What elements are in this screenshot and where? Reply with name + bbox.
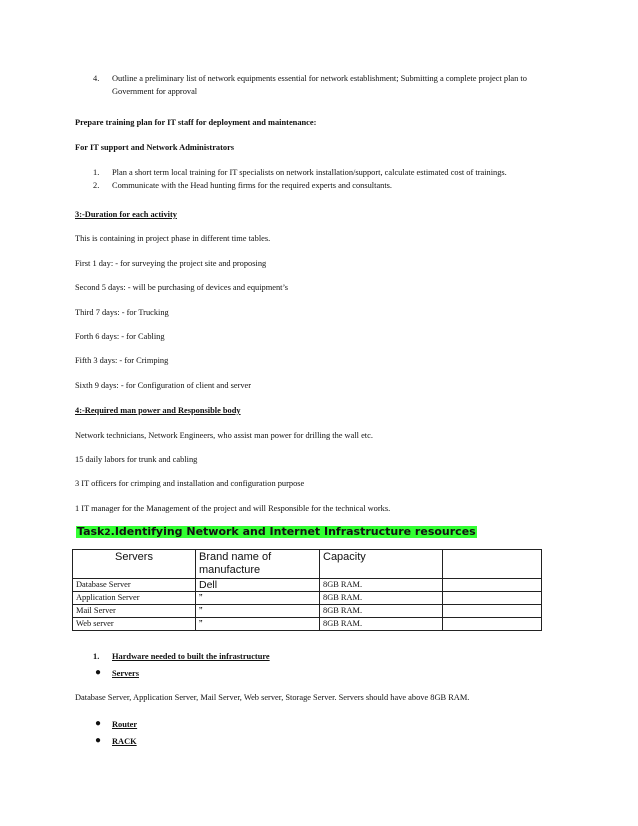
task-title: .Identifying Network and Internet Infrastructure resources (110, 525, 476, 538)
table-row (73, 579, 542, 592)
cell-capacity: 8GB RAM. (320, 592, 443, 605)
list-number: 1. (93, 168, 100, 177)
table-row (73, 605, 542, 618)
task-number: 2 (104, 528, 111, 538)
cell-server: Mail Server (73, 605, 196, 618)
duration-intro: This is containing in project phase in different time tables. (75, 234, 271, 243)
cell-server: Database Server (73, 579, 196, 592)
manpower-line: 15 daily labors for trunk and cabling (75, 455, 198, 464)
bullet-icon: ● (95, 667, 102, 678)
it-support-heading: For IT support and Network Administrators (75, 143, 235, 152)
bullet-icon: ● (95, 735, 102, 746)
cell-capacity: 8GB RAM. (320, 618, 443, 631)
list-item-text: Outline a preliminary list of network equipments essential for network establishment; Submitting a complete project plan to (112, 74, 527, 83)
list-item-text: Plan a short term local training for IT specialists on network installation/support, calculate estimated cost of trainings. (112, 168, 507, 177)
hardware-heading: Hardware needed to built the infrastructure (112, 652, 270, 661)
duration-line: Second 5 days: - will be purchasing of devices and equipment’s (75, 283, 289, 292)
duration-line: Fifth 3 days: - for Crimping (75, 356, 169, 365)
list-item-text-continued: Government for approval (112, 87, 198, 96)
duration-line: Third 7 days: - for Trucking (75, 308, 169, 317)
manpower-line: 1 IT manager for the Management of the project and will Responsible for the technical works. (75, 504, 391, 513)
task-prefix: Task (77, 525, 105, 538)
cell-capacity: 8GB RAM. (320, 579, 443, 592)
bullet-servers: Servers (112, 669, 139, 678)
cell-brand: ” (196, 618, 320, 631)
header-capacity: Capacity (320, 550, 443, 579)
cell-brand: ” (196, 592, 320, 605)
manpower-line: 3 IT officers for crimping and installation and configuration purpose (75, 479, 305, 488)
duration-line: Sixth 9 days: - for Configuration of client and server (75, 381, 252, 390)
table-header-row (73, 550, 542, 579)
cell-empty (443, 605, 542, 618)
cell-empty (443, 592, 542, 605)
servers-description: Database Server, Application Server, Mail Server, Web server, Storage Server. Servers should have above 8GB RAM. (75, 693, 470, 702)
manpower-heading: 4:-Required man power and Responsible body (75, 406, 241, 415)
cell-server: Application Server (73, 592, 196, 605)
bullet-rack: RACK (112, 737, 137, 746)
bullet-icon: ● (95, 718, 102, 729)
duration-line: Forth 6 days: - for Cabling (75, 332, 165, 341)
cell-server: Web server (73, 618, 196, 631)
cell-brand: ” (196, 605, 320, 618)
cell-empty (443, 579, 542, 592)
manpower-line: Network technicians, Network Engineers, who assist man power for drilling the wall etc. (75, 431, 373, 440)
duration-heading: 3:-Duration for each activity (75, 210, 177, 219)
list-item-text: Communicate with the Head hunting firms for the required experts and consultants. (112, 181, 393, 190)
list-number: 4. (93, 74, 100, 83)
list-number: 2. (93, 181, 100, 190)
cell-empty (443, 618, 542, 631)
header-empty (443, 550, 542, 579)
cell-brand: Dell (196, 579, 320, 592)
task-heading (76, 526, 477, 538)
bullet-router: Router (112, 720, 138, 729)
cell-capacity: 8GB RAM. (320, 605, 443, 618)
resources-table (72, 549, 542, 631)
table-row (73, 592, 542, 605)
header-servers: Servers (73, 550, 196, 579)
training-heading: Prepare training plan for IT staff for deployment and maintenance: (75, 118, 317, 127)
duration-line: First 1 day: - for surveying the project site and proposing (75, 259, 267, 268)
header-brand: Brand name of manufacture (196, 550, 320, 579)
list-number: 1. (93, 652, 100, 661)
table-row (73, 618, 542, 631)
